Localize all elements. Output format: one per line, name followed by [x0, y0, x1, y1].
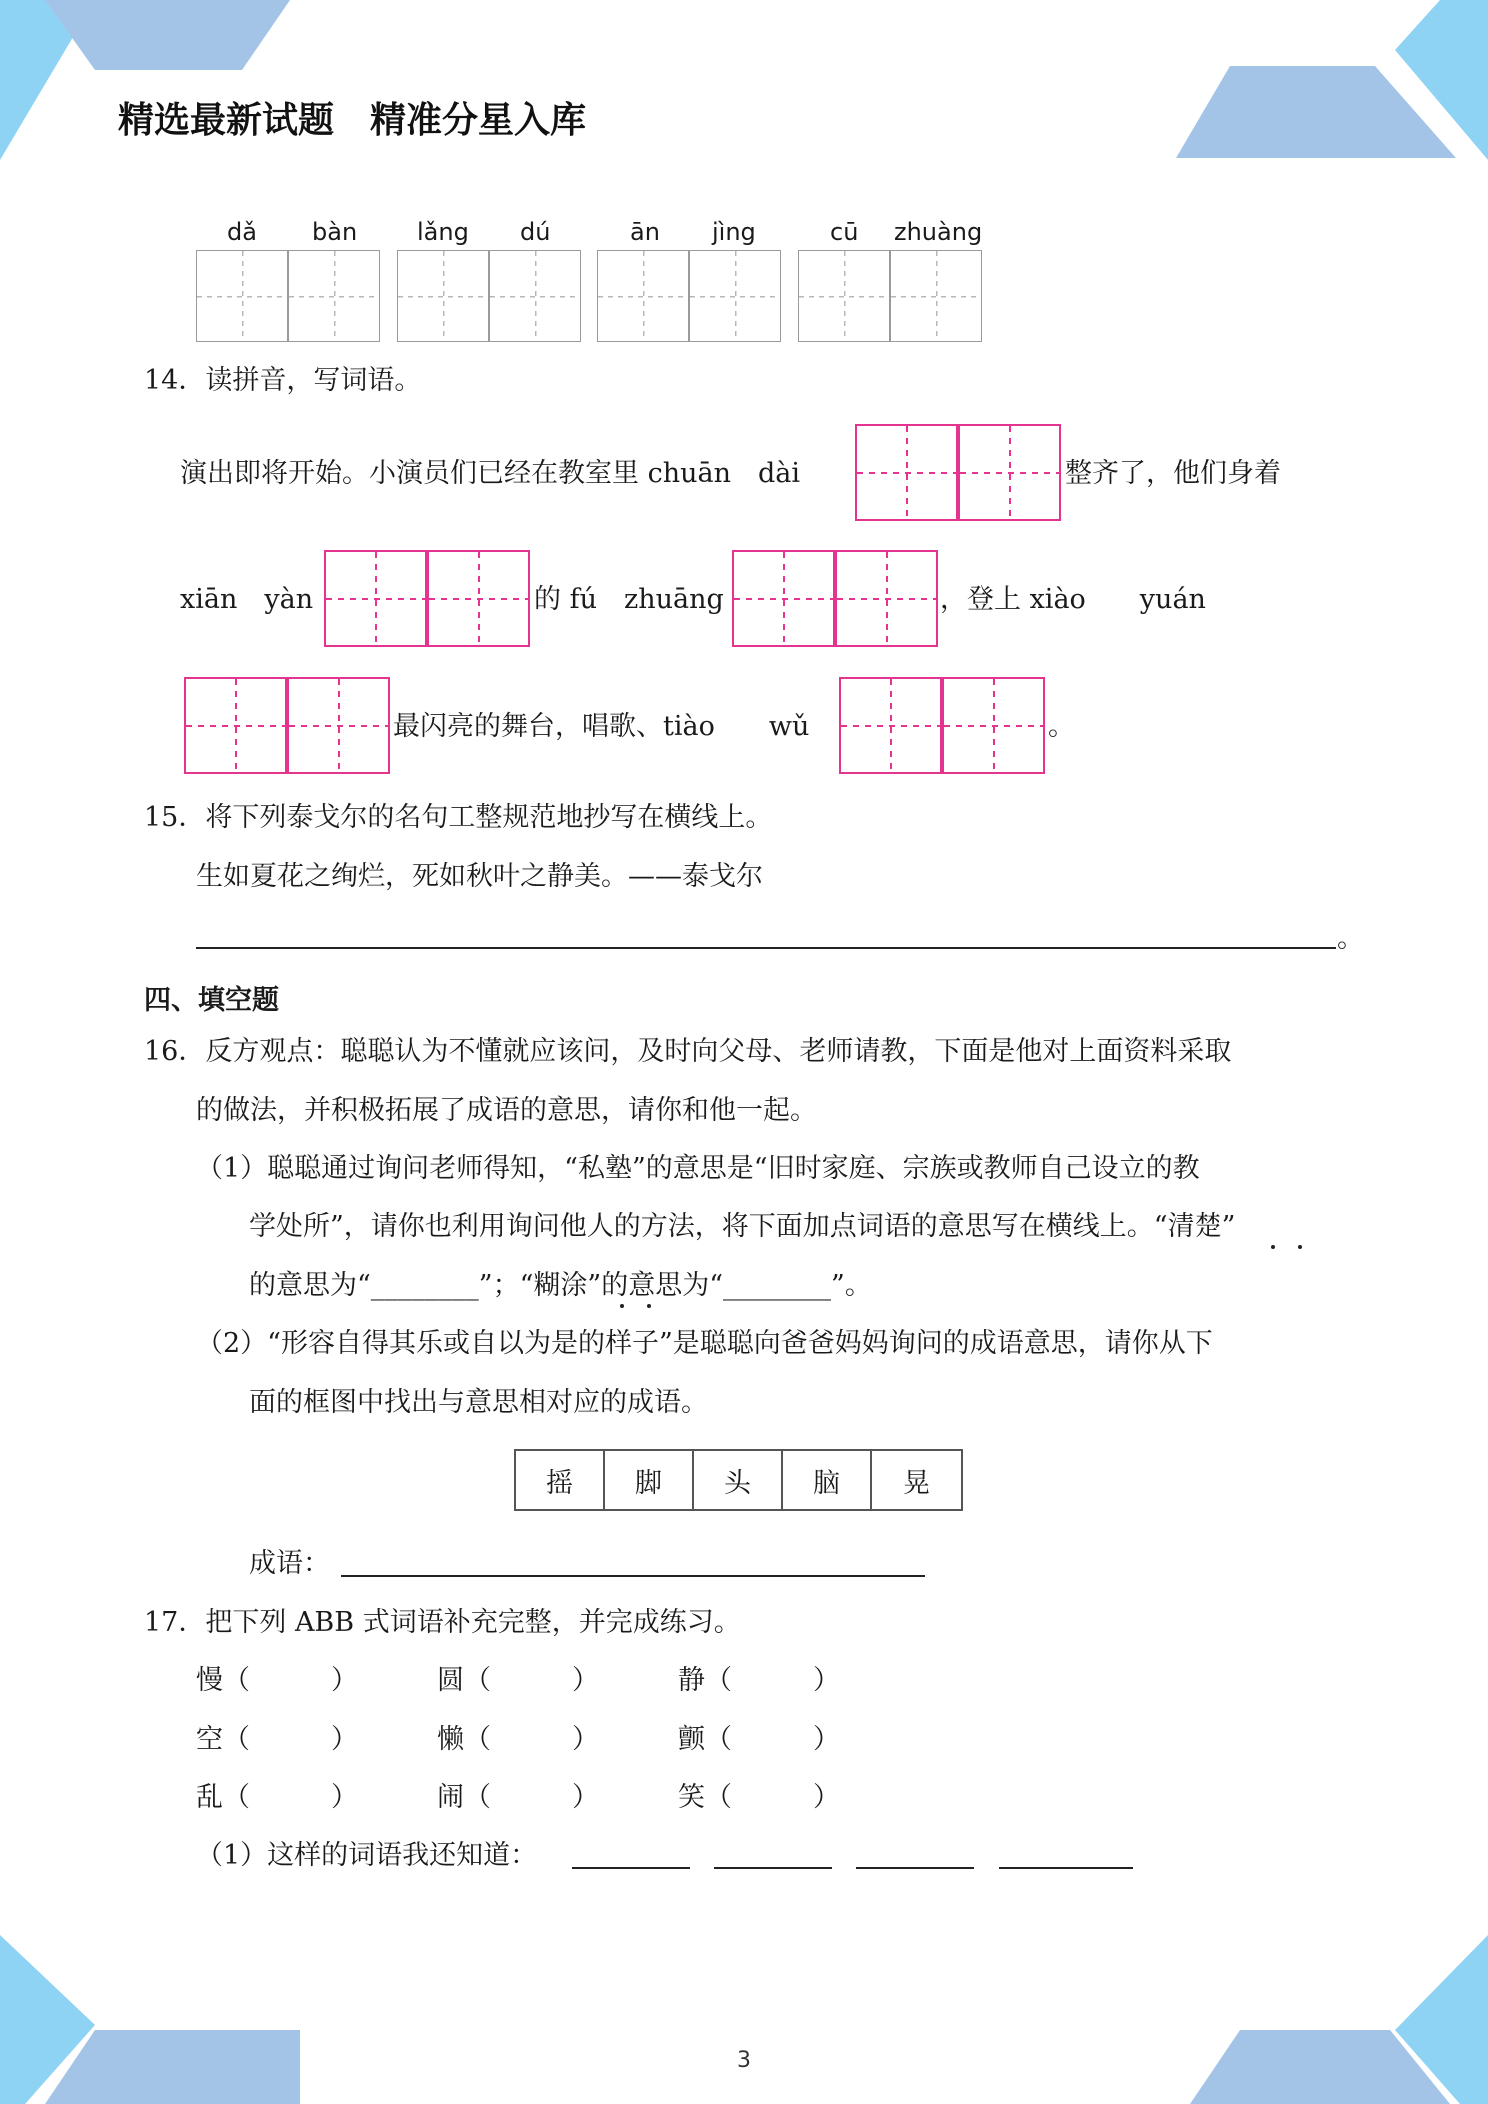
character-cell: 晃 [903, 1467, 930, 1499]
q15-answer-line[interactable] [196, 947, 1336, 949]
answer-blank[interactable] [999, 1867, 1133, 1869]
q14-line1-text: 整齐了，他们身着 [1065, 458, 1281, 489]
answer-blank[interactable] [572, 1867, 690, 1869]
abb-item: 空（ ） [196, 1724, 358, 1755]
q14-heading: 14．读拼音，写词语。 [144, 365, 422, 396]
writing-grid-box[interactable] [597, 250, 689, 342]
pinyin-label: ān [630, 218, 660, 246]
deco-shape [1176, 66, 1456, 158]
emphasis-dot [1271, 1245, 1275, 1249]
pink-writing-box[interactable] [942, 677, 1045, 774]
character-box-table [514, 1449, 963, 1511]
abb-item: 圆（ ） [437, 1665, 599, 1696]
q14-line1-text: 演出即将开始。小演员们已经在教室里 chuān dài [180, 458, 800, 489]
q16-sub1-line: （1）聪聪通过询问老师得知，“私塾”的意思是“旧时家庭、宗族或教师自己设立的教 [196, 1153, 1200, 1184]
writing-grid-box[interactable] [689, 250, 781, 342]
q17-sub1: （1）这样的词语我还知道： [196, 1840, 538, 1871]
q15-heading: 15．将下列泰戈尔的名句工整规范地抄写在横线上。 [144, 802, 773, 833]
pinyin-label: dǎ [227, 218, 257, 246]
abb-item: 颤（ ） [678, 1724, 840, 1755]
q16-line: 的做法，并积极拓展了成语的意思，请你和他一起。 [196, 1095, 817, 1126]
pinyin-label: cū [830, 218, 859, 246]
writing-grid-box[interactable] [798, 250, 890, 342]
q16-sub2-line: 面的框图中找出与意思相对应的成语。 [249, 1387, 708, 1418]
q14-line2-text: ，登上 xiào yuán [940, 584, 1206, 615]
pink-writing-box[interactable] [324, 550, 427, 647]
q15-quote: 生如夏花之绚烂，死如秋叶之静美。——泰戈尔 [196, 861, 763, 892]
idiom-answer-line[interactable] [341, 1575, 925, 1577]
abb-item: 静（ ） [678, 1665, 840, 1696]
pink-writing-box[interactable] [855, 424, 958, 521]
writing-grid-box[interactable] [397, 250, 489, 342]
pinyin-label: lǎng [417, 218, 469, 246]
writing-grid-box[interactable] [489, 250, 581, 342]
character-cell: 脚 [605, 1451, 694, 1509]
emphasis-dot [620, 1304, 624, 1308]
writing-grid-box[interactable] [288, 250, 380, 342]
emphasis-dot [1298, 1245, 1302, 1249]
pink-writing-box[interactable] [835, 550, 938, 647]
emphasis-dot [647, 1304, 651, 1308]
q16-sub1-line: 学处所”，请你也利用询问他人的方法，将下面加点词语的意思写在横线上。“清楚” [249, 1211, 1236, 1242]
q17-heading: 17．把下列 ABB 式词语补充完整，并完成练习。 [144, 1607, 741, 1638]
pink-writing-box[interactable] [184, 677, 287, 774]
page-number: 3 [737, 2048, 751, 2073]
answer-blank[interactable] [856, 1867, 974, 1869]
idiom-answer-label: 成语： [249, 1548, 330, 1579]
answer-blank[interactable] [714, 1867, 832, 1869]
abb-item: 懒（ ） [437, 1724, 599, 1755]
q16-line: 16．反方观点：聪聪认为不懂就应该问，及时向父母、老师请教，下面是他对上面资料采取 [144, 1036, 1232, 1067]
pink-writing-box[interactable] [732, 550, 835, 647]
abb-item: 慢（ ） [196, 1665, 358, 1696]
abb-item: 闹（ ） [437, 1782, 599, 1813]
pink-writing-box[interactable] [287, 677, 390, 774]
character-cell: 脑 [783, 1451, 872, 1509]
q14-line3-text: 最闪亮的舞台，唱歌、tiào wǔ [393, 711, 810, 742]
pink-writing-box[interactable] [958, 424, 1061, 521]
character-cell: 摇 [516, 1451, 605, 1509]
q16-sub2-line: （2）“形容自得其乐或自以为是的样子”是聪聪向爸爸妈妈询问的成语意思，请你从下 [196, 1328, 1213, 1359]
q14-line2-text: 的 fú zhuāng [534, 584, 724, 615]
q14-line2-text: xiān yàn [180, 584, 314, 615]
pink-writing-box[interactable] [839, 677, 942, 774]
pinyin-label: bàn [312, 218, 358, 246]
section-title: 四、填空题 [144, 985, 279, 1016]
pinyin-label: dú [520, 218, 551, 246]
abb-item: 乱（ ） [196, 1782, 358, 1813]
pinyin-label: jìng [712, 218, 756, 246]
q16-sub1-line: 的意思为“________”；“糊涂”的意思为“________”。 [249, 1270, 872, 1301]
pinyin-label: zhuàng [894, 218, 983, 246]
abb-item: 笑（ ） [678, 1782, 840, 1813]
q15-end-mark: 。 [1337, 923, 1364, 954]
q14-line3-text: 。 [1048, 711, 1075, 742]
header-title: 精选最新试题 精准分星入库 [118, 100, 587, 141]
character-cell: 头 [694, 1451, 783, 1509]
deco-shape [45, 0, 290, 70]
pink-writing-box[interactable] [427, 550, 530, 647]
writing-grid-box[interactable] [890, 250, 982, 342]
writing-grid-box[interactable] [196, 250, 288, 342]
